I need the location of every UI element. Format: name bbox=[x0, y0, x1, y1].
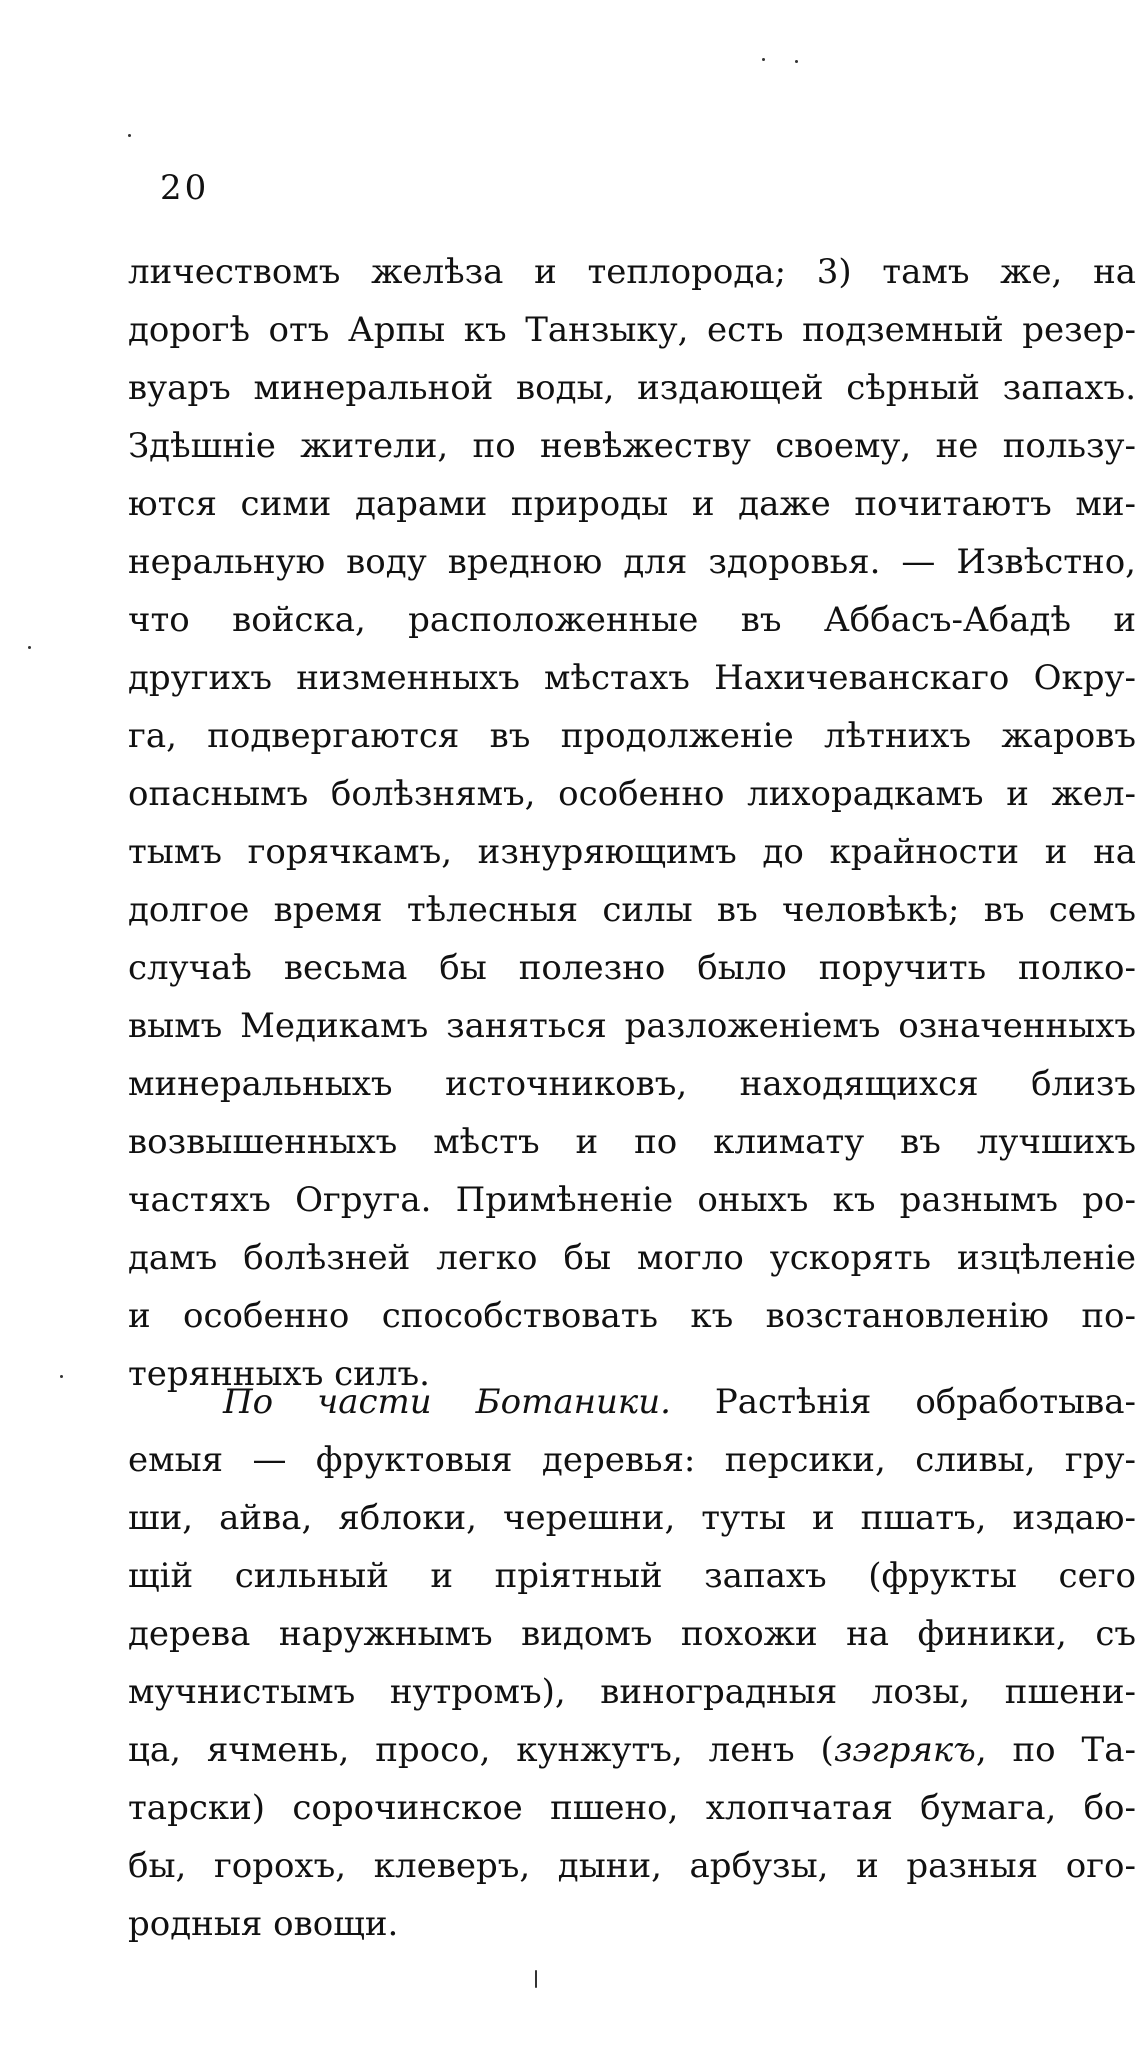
ink-speck bbox=[128, 134, 131, 137]
section-heading-botany: По части Ботаники. bbox=[223, 1382, 671, 1422]
text-line: неральную воду вредною для здоровья. — Извѣстно, bbox=[128, 542, 1136, 582]
text-line: личествомъ желѣза и теплорода; 3) тамъ же, на bbox=[128, 252, 1136, 292]
ink-speck bbox=[28, 646, 31, 649]
text-line: вуаръ минеральной воды, издающей сѣрный запахъ. bbox=[128, 368, 1136, 408]
text-line: ются сими дарами природы и даже почитаютъ ми- bbox=[128, 484, 1136, 524]
text-line: что войска, расположенные въ Аббасъ-Абадѣ и bbox=[128, 600, 1136, 640]
italic-term: зэгрякъ bbox=[833, 1730, 976, 1770]
text-line: и особенно способствовать къ возстановленію по- bbox=[128, 1296, 1136, 1336]
ink-speck bbox=[762, 58, 765, 61]
ink-speck bbox=[60, 1375, 63, 1378]
text-line: другихъ низменныхъ мѣстахъ Нахичеванскаго Окру- bbox=[128, 658, 1136, 698]
page-number: 20 bbox=[160, 168, 210, 208]
text-fragment: Растѣнія обработыва- bbox=[714, 1382, 1136, 1422]
text-line: дамъ болѣзней легко бы могло ускорять изцѣленіе bbox=[128, 1238, 1136, 1278]
text-line: возвышенныхъ мѣстъ и по климату въ лучшихъ bbox=[128, 1122, 1136, 1162]
text-line: случаѣ весьма бы полезно было поручить полко- bbox=[128, 948, 1136, 988]
text-line: опаснымъ болѣзнямъ, особенно лихорадкамъ и жел- bbox=[128, 774, 1136, 814]
text-line: ши, айва, яблоки, черешни, туты и пшатъ, издаю- bbox=[128, 1498, 1136, 1538]
text-line: тымъ горячкамъ, изнуряющимъ до крайности и на bbox=[128, 832, 1136, 872]
text-line: вымъ Медикамъ заняться разложеніемъ означенныхъ bbox=[128, 1006, 1136, 1046]
text-line bbox=[128, 1373, 1136, 1431]
text-fragment: , по Та- bbox=[975, 1730, 1136, 1770]
text-line: родныя овощи. bbox=[128, 1904, 399, 1944]
paragraph-mineral-waters bbox=[128, 243, 1136, 1403]
text-line: частяхъ Огруга. Примѣненіе оныхъ къ разнымъ ро- bbox=[128, 1180, 1136, 1220]
text-line bbox=[128, 1721, 1136, 1779]
text-line: дорогѣ отъ Арпы къ Танзыку, есть подземный резер- bbox=[128, 310, 1136, 350]
text-fragment: ца, ячмень, просо, кунжутъ, ленъ ( bbox=[128, 1730, 834, 1770]
text-line: минеральныхъ источниковъ, находящихся близъ bbox=[128, 1064, 1136, 1104]
text-line: мучнистымъ нутромъ), виноградныя лозы, пшени- bbox=[128, 1672, 1136, 1712]
paragraph-botany bbox=[128, 1373, 1136, 1953]
text-line: га, подвергаются въ продолженіе лѣтнихъ жаровъ bbox=[128, 716, 1136, 756]
text-line: емыя — фруктовыя деревья: персики, сливы, гру- bbox=[128, 1440, 1136, 1480]
ink-speck bbox=[535, 1970, 537, 1988]
ink-speck bbox=[795, 60, 798, 63]
text-line: Здѣшніе жители, по невѣжеству своему, не пользу- bbox=[128, 426, 1136, 466]
text-line: бы, горохъ, клеверъ, дыни, арбузы, и разныя ого- bbox=[128, 1846, 1136, 1886]
text-line: щій сильный и пріятный запахъ (фрукты сего bbox=[128, 1556, 1136, 1596]
text-line: долгое время тѣлесныя силы въ человѣкѣ; въ семъ bbox=[128, 890, 1136, 930]
text-line: тарски) сорочинское пшено, хлопчатая бумага, бо- bbox=[128, 1788, 1136, 1828]
text-line: дерева наружнымъ видомъ похожи на финики, съ bbox=[128, 1614, 1136, 1654]
text-line: терянныхъ силъ. bbox=[128, 1354, 430, 1394]
